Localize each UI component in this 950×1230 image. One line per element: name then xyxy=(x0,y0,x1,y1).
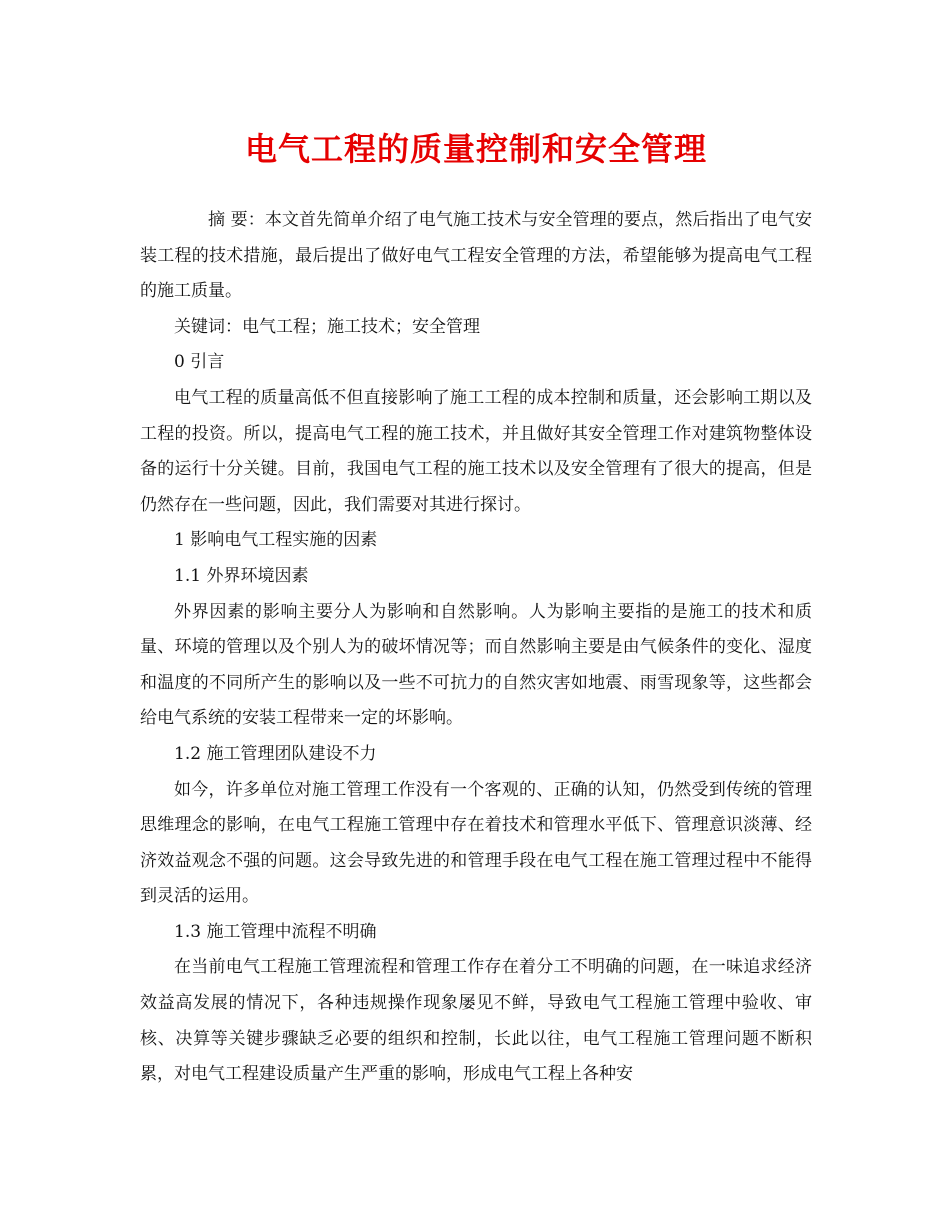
keywords-line: 关键词：电气工程；施工技术；安全管理 xyxy=(174,316,480,337)
paragraph-1-3: 在当前电气工程施工管理流程和管理工作存在着分工不明确的问题，在一味追求经济效益高发展的情况下，各种违规操作现象屡见不鲜，导致电气工程施工管理中验收、审核、决算等关键步骤缺乏必要的组织和控制，长此以往，电气工程施工管理问题不断积累，对电气工程建设质量产生严重的影响，形成电气工程上各种安 xyxy=(140,957,812,1085)
paragraph-1-2: 如今，许多单位对施工管理工作没有一个客观的、正确的认知，仍然受到传统的管理思维理念的影响，在电气工程施工管理中存在着技术和管理水平低下、管理意识淡薄、经济效益观念不强的问题。这会导致先进的和管理手段在电气工程在施工管理过程中不能得到灵活的运用。 xyxy=(140,779,812,907)
document-title: 电气工程的质量控制和安全管理 xyxy=(244,130,707,168)
document-body xyxy=(140,203,812,1093)
subsection-heading-1-2: 1.2 施工管理团队建设不力 xyxy=(174,743,377,764)
introduction-paragraph: 电气工程的质量高低不但直接影响了施工工程的成本控制和质量，还会影响工期以及工程的投资。所以，提高电气工程的施工技术，并且做好其安全管理工作对建筑物整体设备的运行十分关键。目前，我国电气工程的施工技术以及安全管理有了很大的提高，但是仍然存在一些问题，因此，我们需要对其进行探讨。 xyxy=(140,387,812,515)
section-heading-1: 1 影响电气工程实施的因素 xyxy=(174,530,378,551)
subsection-heading-1-3: 1.3 施工管理中流程不明确 xyxy=(174,921,377,942)
subsection-heading-1-1: 1.1 外界环境因素 xyxy=(174,565,309,586)
section-heading-introduction: 0 引言 xyxy=(174,352,225,373)
paragraph-1-1: 外界因素的影响主要分人为影响和自然影响。人为影响主要指的是施工的技术和质量、环境的管理以及个别人为的破坏情况等；而自然影响主要是由气候条件的变化、湿度和温度的不同所产生的影响以及一些不可抗力的自然灾害如地震、雨雪现象等，这些都会给电气系统的安装工程带来一定的坏影响。 xyxy=(140,601,812,729)
abstract-paragraph: 摘 要：本文首先简单介绍了电气施工技术与安全管理的要点，然后指出了电气安装工程的技术措施，最后提出了做好电气工程安全管理的方法，希望能够为提高电气工程的施工质量。 xyxy=(140,210,812,302)
